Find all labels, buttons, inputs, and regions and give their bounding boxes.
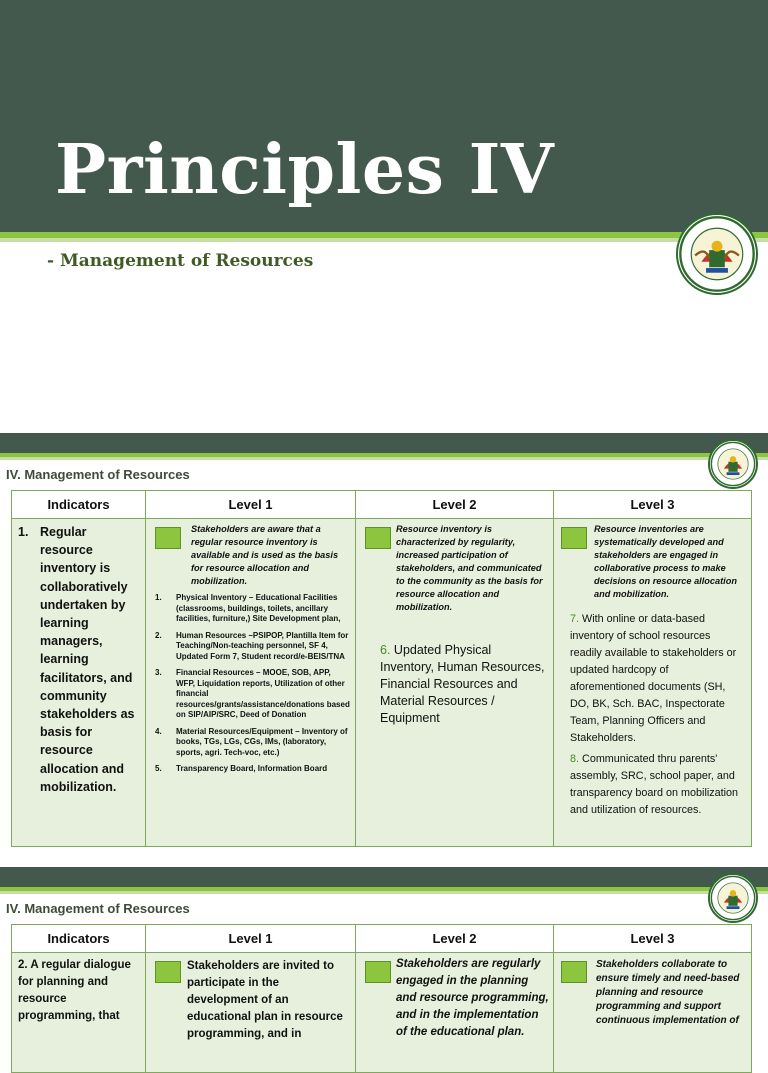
level-3-item-7: 7. With online or data-based inventory of school resources readily available to stakeholders or updated hardcopy of aforementioned documents (SH, DO, BK, Sch. BAC, Inspectorate Team, Planning Officers and Stakeholders. bbox=[570, 613, 737, 744]
level-1-list bbox=[146, 588, 355, 775]
level-2-cell bbox=[356, 519, 554, 847]
school-seal-logo bbox=[676, 213, 758, 295]
level-2-item: 6. Updated Physical Inventory, Human Resources, Financial Resources and Material Resources / Equipment bbox=[380, 643, 545, 725]
level-1-cell bbox=[146, 519, 356, 847]
school-seal-logo bbox=[708, 873, 758, 923]
indicator-text: 2. A regular dialogue for planning and resource programming, that bbox=[18, 959, 131, 1022]
indicator-number: 1. bbox=[18, 525, 29, 539]
level-1-description: Stakeholders are invited to participate in the development of an educational plan in resource programming, and in bbox=[187, 960, 343, 1040]
level-1-cell bbox=[146, 953, 356, 1073]
header-level-1: Level 1 bbox=[146, 491, 356, 519]
header-level-3: Level 3 bbox=[554, 925, 752, 953]
resource-inventory-slide bbox=[0, 433, 768, 853]
level-checkbox bbox=[561, 961, 587, 983]
list-item: 5. Transparency Board, Information Board bbox=[155, 764, 328, 773]
level-2-description: Resource inventory is characterized by regularity, increased participation of stakeholders, and communicated to the community as the basis for resource allocation and mobilization. bbox=[396, 524, 543, 612]
level-3-description: Resource inventories are systematically developed and stakeholders are engaged in collaborative process to make decisions on resource allocation and mobilization. bbox=[594, 524, 737, 599]
level-checkbox bbox=[365, 961, 391, 983]
indicator-table bbox=[11, 490, 752, 847]
indicator-cell bbox=[12, 519, 146, 847]
header-stripe-light bbox=[0, 457, 768, 460]
list-item: 3. Financial Resources – MOOE, SOB, APP, WFP, Liquidation reports, Utilization of other financial resources/grants/assistance/donations based on SIP/AIP/SRC, Deed of Donation bbox=[155, 668, 350, 719]
level-2-description: Stakeholders are regularly engaged in the planning and resource programming, and in the implementation of the educational plan. bbox=[396, 958, 549, 1038]
list-item: 2. Human Resources –PSIPOP, Plantilla Item for Teaching/Non-teaching personnel, SF 4, Updated Form 7, Student record/e-BEIS/TNA bbox=[155, 630, 349, 661]
slide-header-band bbox=[0, 867, 768, 887]
indicator-cell bbox=[12, 953, 146, 1073]
section-title: IV. Management of Resources bbox=[6, 901, 190, 916]
section-title: IV. Management of Resources bbox=[6, 467, 190, 482]
slide-header-band bbox=[0, 433, 768, 453]
header-level-3: Level 3 bbox=[554, 491, 752, 519]
header-indicators: Indicators bbox=[12, 491, 146, 519]
slide-title: Principles IV bbox=[55, 130, 555, 210]
header-level-2: Level 2 bbox=[356, 925, 554, 953]
indicator-table bbox=[11, 924, 752, 1073]
level-3-cell bbox=[554, 953, 752, 1073]
level-1-description: Stakeholders are aware that a regular resource inventory is available and is used as the basis for resource allocation and mobilization. bbox=[191, 524, 339, 586]
title-slide bbox=[0, 0, 768, 420]
level-2-cell bbox=[356, 953, 554, 1073]
header-level-2: Level 2 bbox=[356, 491, 554, 519]
level-checkbox bbox=[561, 527, 587, 549]
level-3-item-8: 8. Communicated thru parents' assembly, SRC, school paper, and transparency board on mobilization and utilization of resources. bbox=[570, 753, 739, 816]
list-item: 1. Physical Inventory – Educational Facilities (classrooms, buildings, toilets, ancillary facilities, furniture,) Site Development plan, bbox=[155, 593, 341, 623]
level-3-description: Stakeholders collaborate to ensure timely and need-based planning and resource programming and support continuous implementation of bbox=[596, 959, 740, 1026]
level-checkbox bbox=[155, 961, 181, 983]
indicator-text: Regular resource inventory is collaboratively undertaken by learning managers, learning facilitators, and community stakeholders as basis for resource allocation and mobilization. bbox=[40, 525, 135, 794]
level-checkbox bbox=[365, 527, 391, 549]
header-indicators: Indicators bbox=[12, 925, 146, 953]
header-stripe-light bbox=[0, 891, 768, 894]
slide-subtitle: - Management of Resources bbox=[47, 251, 314, 271]
resource-dialogue-slide bbox=[0, 867, 768, 1040]
school-seal-logo bbox=[708, 439, 758, 489]
header-level-1: Level 1 bbox=[146, 925, 356, 953]
level-checkbox bbox=[155, 527, 181, 549]
header-stripe-light bbox=[0, 238, 768, 242]
list-item: 4. Material Resources/Equipment – Inventory of books, TGs, LGs, CGs, IMs, (laboratory, sports, agri. Tech-voc, etc.) bbox=[155, 726, 348, 757]
level-3-cell bbox=[554, 519, 752, 847]
